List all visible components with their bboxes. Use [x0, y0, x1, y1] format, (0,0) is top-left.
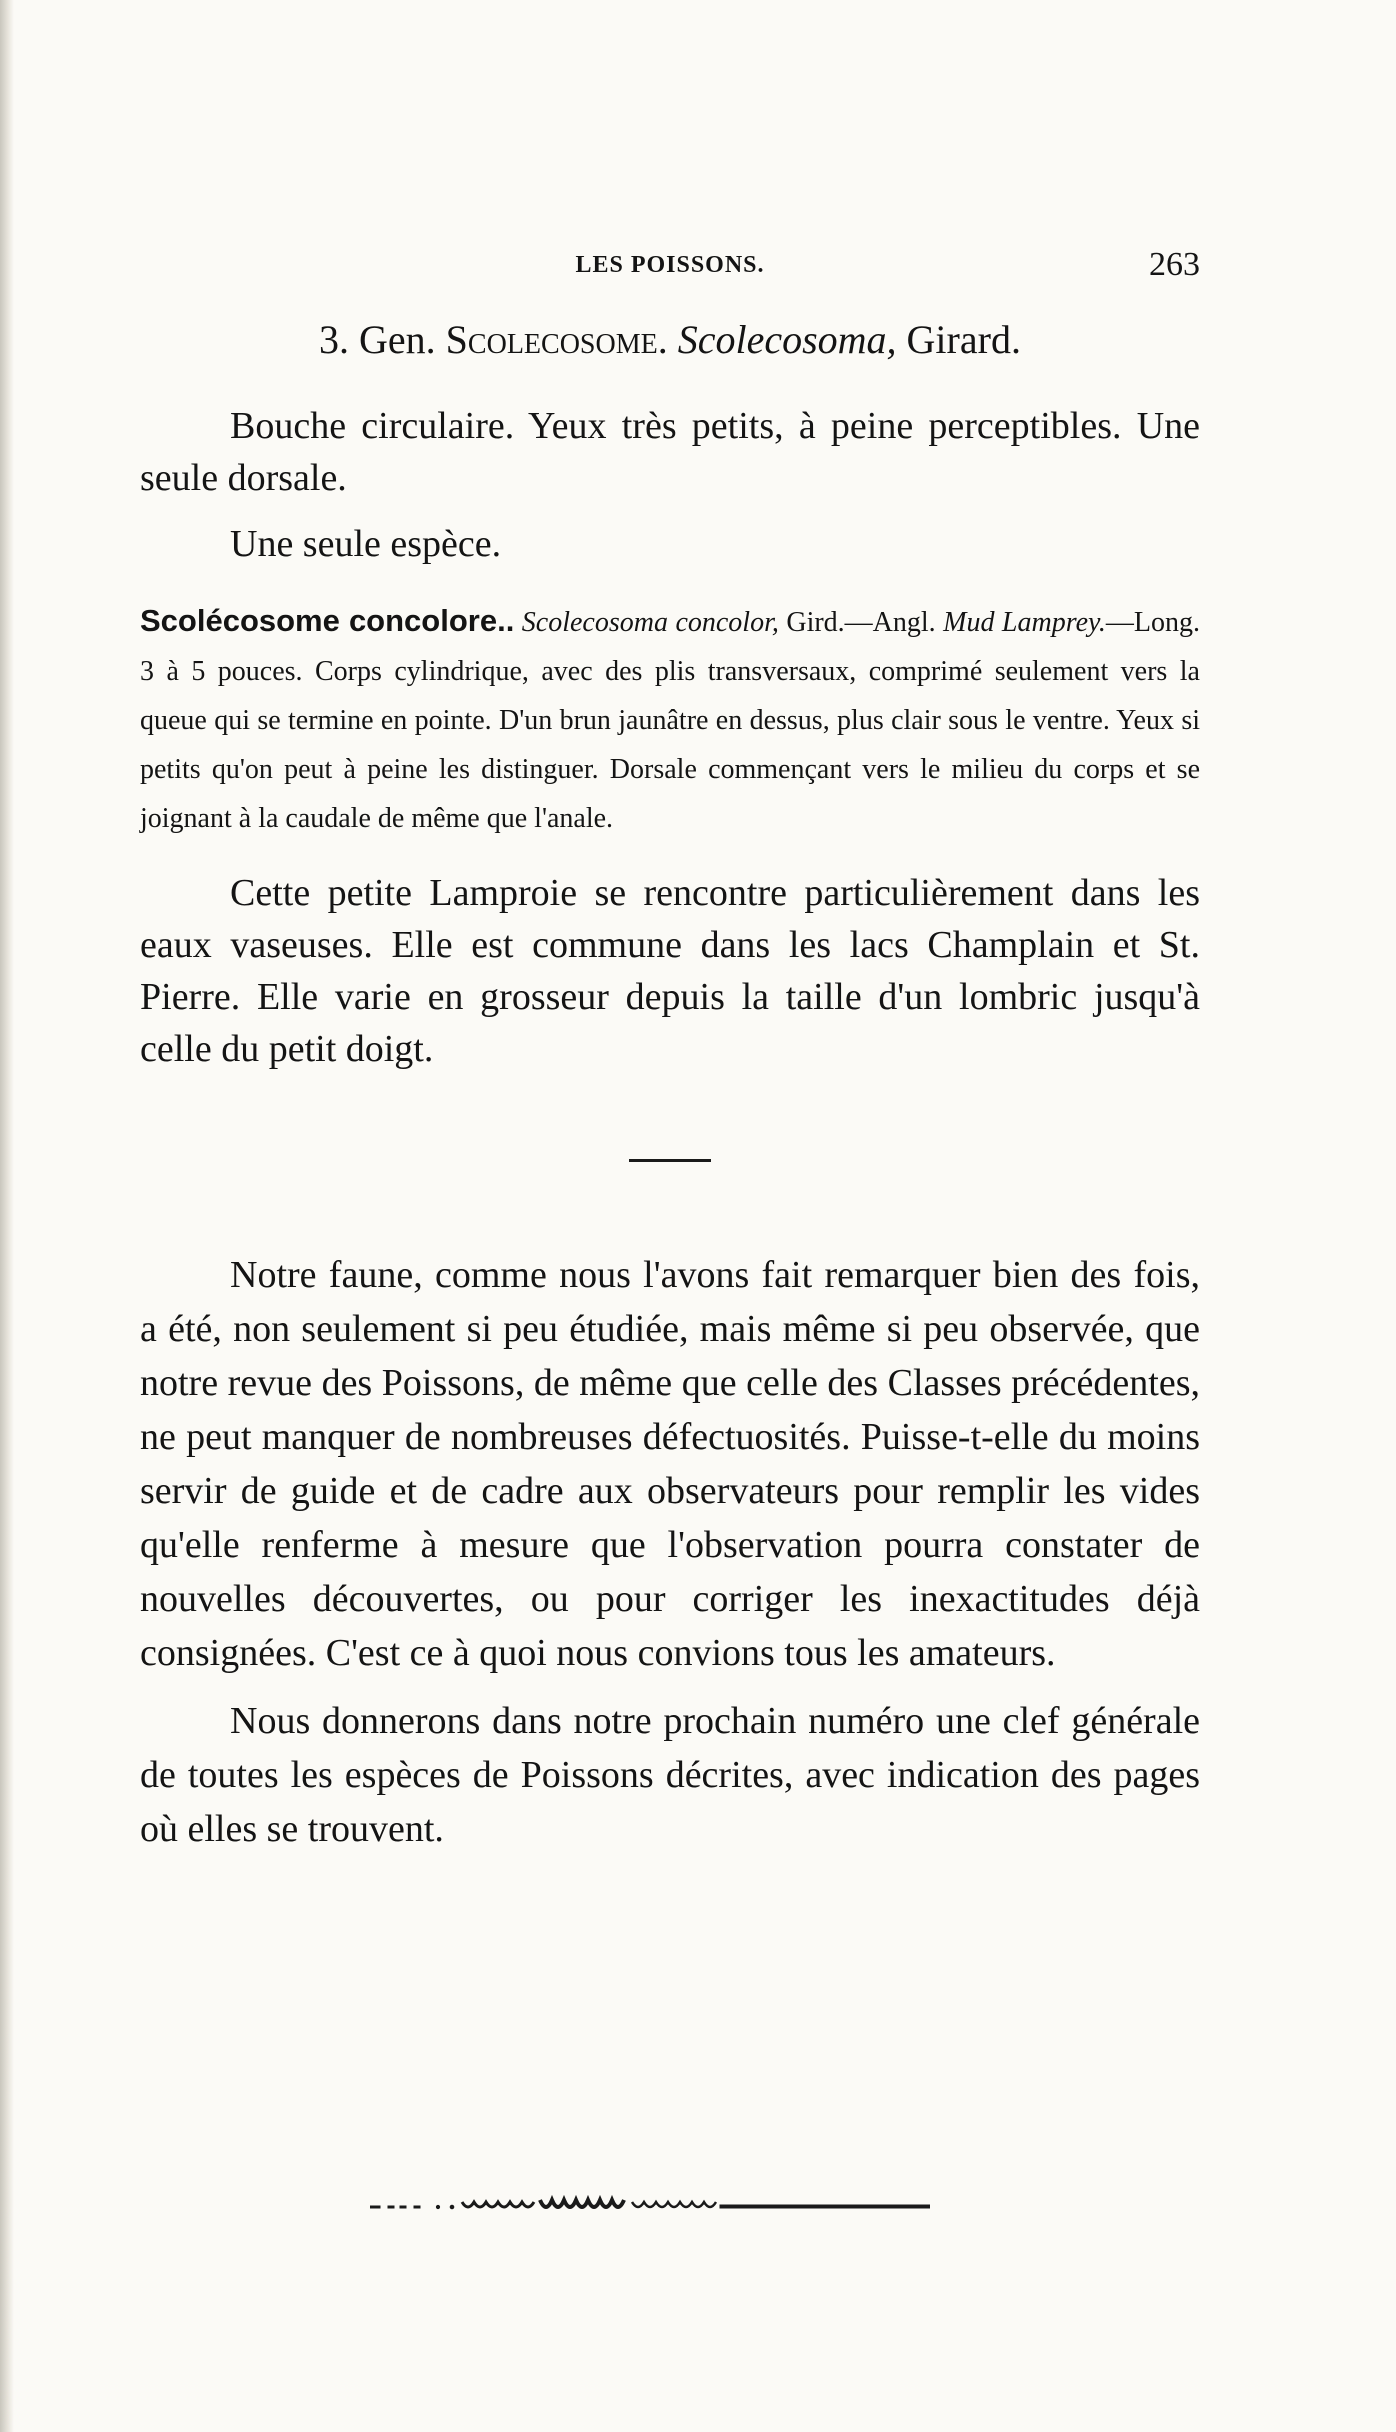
- ornament-dot: [450, 2205, 454, 2209]
- genus-species-count: Une seule espèce.: [230, 523, 502, 565]
- ornament-dash: [370, 2206, 380, 2208]
- ornament-dash: [400, 2206, 406, 2208]
- ornament-dash: [388, 2206, 394, 2208]
- section-divider: [629, 1159, 711, 1162]
- page-binding-shadow: [0, 0, 14, 2432]
- species-note: Cette petite Lamproie se rencontre particulièrement dans les eaux vaseuses. Elle est commune dans les lacs Champlain et St. Pierre. Elle varie en grosseur depuis la taille d'un lombric jusqu'à celle du petit doigt.: [140, 872, 1200, 1070]
- genus-heading: [140, 316, 1200, 364]
- species-description: —Long. 3 à 5 pouces. Corps cylindrique, avec des plis transversaux, comprimé seulement vers la queue qui se termine en pointe. D'un brun jaunâtre en dessus, plus clair sous le ventre. Yeux si petits qu'on peut à peine les distinguer. Dorsale commençant vers le milieu du corps et se joignant à la caudale de même que l'anale.: [140, 607, 1201, 834]
- genus-number: 3. Gen.: [319, 317, 436, 362]
- ornament-wave-bold: [540, 2200, 624, 2207]
- species-author: Gird.—Angl.: [786, 607, 936, 638]
- genus-description: Bouche circulaire. Yeux très petits, à peine perceptibles. Une seule dorsale.: [140, 405, 1200, 499]
- ornament-dot: [436, 2205, 439, 2208]
- page-content: [140, 316, 1200, 1870]
- page-number: 263: [1149, 246, 1200, 283]
- genus-author: Girard.: [906, 317, 1021, 362]
- ornament-dash: [414, 2206, 420, 2208]
- ornament-wave: [632, 2202, 716, 2207]
- ornament-wave: [462, 2202, 534, 2207]
- species-entry: [140, 596, 1200, 843]
- genus-latin-name: Scolecosoma,: [677, 317, 897, 362]
- closing-paragraph: Notre faune, comme nous l'avons fait remarquer bien des fois, a été, non seulement si peu étudiée, mais même si peu observée, que notre revue des Poissons, de même que celle des Classes précédentes, ne peut manquer de nombreuses défectuosités. Puisse-t-elle du moins servir de guide et de cadre aux observateurs pour remplir les vides qu'elle renferme à mesure que l'observation pourra constater de nouvelles découvertes, ou pour corriger les inexactitudes déjà consignées. C'est ce à quoi nous convions tous les amateurs.: [140, 1254, 1200, 1674]
- ornament-line: [720, 2205, 930, 2208]
- decorative-tailpiece: [370, 2192, 930, 2222]
- species-english-name: Mud Lamprey.: [943, 607, 1106, 638]
- closing-remarks: [140, 1248, 1200, 1856]
- species-name: Scolécosome concolore..: [140, 603, 515, 638]
- species-latin-name: Scolecosoma concolor,: [521, 607, 779, 638]
- running-title: LES POISSONS.: [575, 252, 765, 278]
- closing-paragraph: Nous donnerons dans notre prochain numéro une clef générale de toutes les espèces de Poissons décrites, avec indication des pages où elles se trouvent.: [140, 1700, 1200, 1850]
- running-head: [140, 246, 1200, 286]
- genus-name: Scolecosome.: [445, 317, 668, 362]
